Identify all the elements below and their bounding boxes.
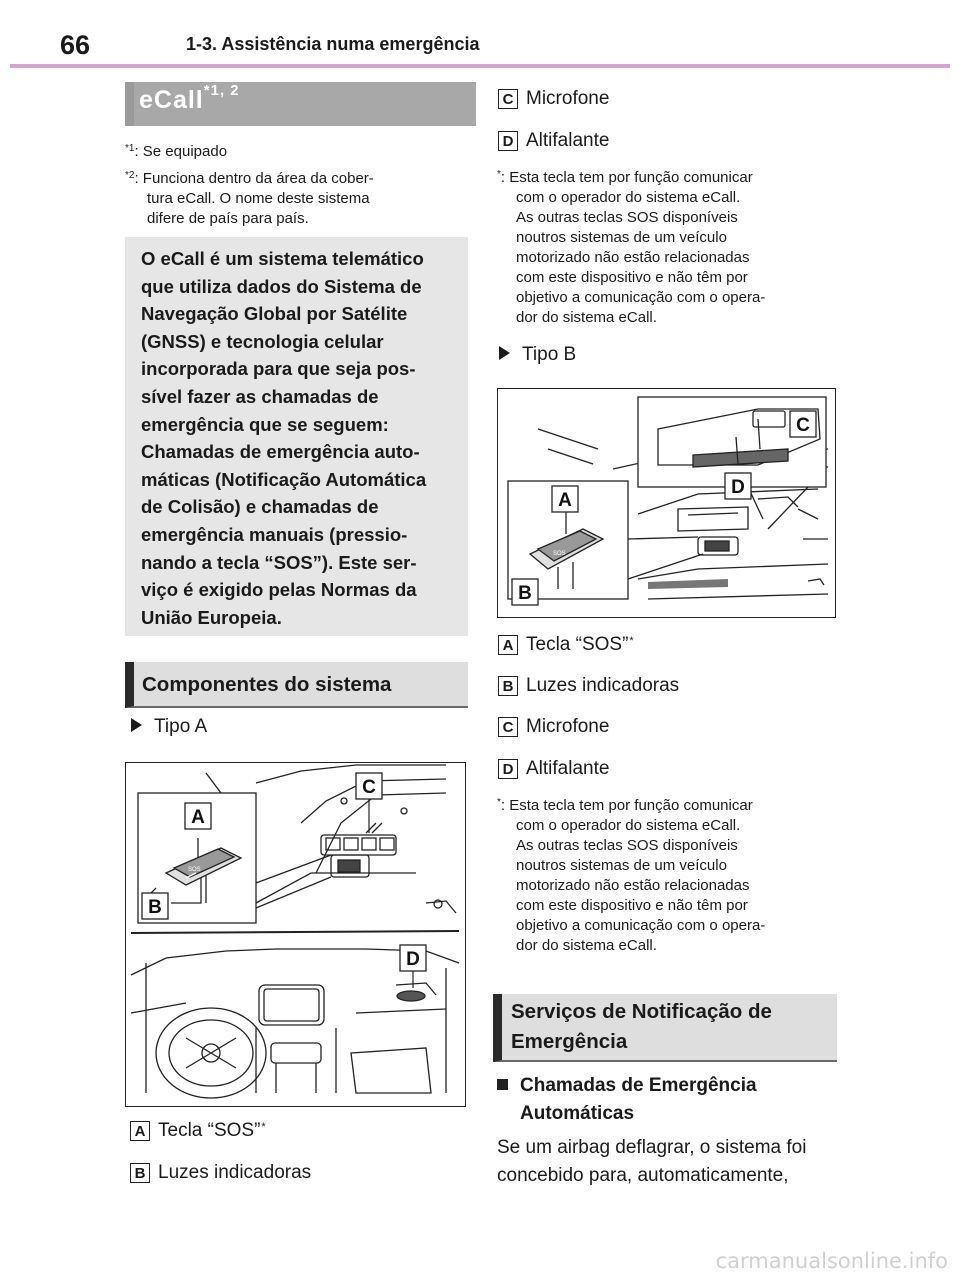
legend-letter: B [130, 1163, 150, 1183]
note-line: dor do sistema eCall. [516, 937, 657, 954]
fig-a-label-c: C [362, 777, 376, 798]
note-line: objetivo a comunicação com o opera- [516, 289, 766, 306]
legend-text: Microfone [526, 716, 610, 737]
square-bullet-icon [497, 1079, 508, 1090]
notification-section-title [511, 997, 772, 1057]
note-line: noutros sistemas de um veículo [516, 229, 727, 246]
note-line: motorizado não estão relacionadas [516, 877, 750, 894]
legend-letter: D [498, 131, 518, 151]
legend-a-row [130, 1120, 266, 1142]
note-line: : Esta tecla tem por função comunicar [500, 797, 753, 814]
legend-text: Altifalante [526, 130, 610, 151]
legend-d-row [498, 130, 609, 152]
legend-text: Tecla “SOS” [158, 1120, 261, 1141]
legend-letter: A [498, 635, 518, 655]
legend-b-c-row [498, 716, 609, 738]
legend-letter: A [130, 1121, 150, 1141]
subhead-line: Automáticas [520, 1103, 635, 1124]
fig-a-label-b: B [148, 897, 162, 918]
ecall-title-text: eCall [139, 86, 204, 114]
intro-line: que utiliza dados do Sistema de [141, 275, 422, 297]
intro-line: viço é exigido pelas Normas da [141, 579, 417, 601]
legend-letter: B [498, 676, 518, 696]
note-line: : Esta tecla tem por função comunicar [500, 169, 753, 186]
note-line: com o operador do sistema eCall. [516, 189, 741, 206]
tipo-a-text: Tipo A [154, 716, 208, 737]
legend-text: Luzes indicadoras [526, 675, 680, 696]
auto-calls-heading [497, 1072, 757, 1128]
note-line: com o operador do sistema eCall. [516, 817, 741, 834]
footnote-2-line: difere de país para país. [147, 210, 309, 227]
intro-line: nando a tecla “SOS”). Este ser- [141, 551, 417, 573]
fig-a-label-d: D [406, 949, 420, 970]
fig-b-label-a: A [558, 490, 572, 511]
note-line: As outras teclas SOS disponíveis [516, 837, 738, 854]
note-line: com este dispositivo e não têm por [516, 269, 748, 286]
notification-title-line: Serviços de Notificação de [511, 1000, 772, 1023]
note-mark: * [497, 797, 501, 808]
fig-b-sos-text: SOS [553, 551, 566, 557]
sos-note-1 [497, 168, 842, 328]
legend-text: Microfone [526, 88, 610, 109]
intro-line: sível fazer as chamadas de [141, 385, 379, 407]
body-line: Se um airbag deflagrar, o sistema foi [497, 1137, 807, 1158]
intro-line: incorporada para que seja pos- [141, 358, 416, 380]
figure-type-a [125, 762, 466, 1107]
legend-text: Luzes indicadoras [158, 1162, 312, 1183]
legend-letter: C [498, 89, 518, 109]
intro-line: Navegação Global por Satélite [141, 303, 408, 325]
figure-type-b [497, 388, 836, 618]
sos-note-2 [497, 796, 842, 956]
footnote-1-mark: *1 [125, 143, 135, 154]
footnote-2-mark: *2 [125, 170, 135, 181]
intro-line: O eCall é um sistema telemático [141, 248, 424, 269]
legend-letter: C [498, 717, 518, 737]
legend-text: Altifalante [526, 758, 610, 779]
intro-line: máticas (Notificação Automática [141, 468, 427, 490]
components-section-title: Componentes do sistema [142, 673, 392, 696]
notification-title-line: Emergência [511, 1030, 628, 1053]
tipo-b-text: Tipo B [522, 344, 577, 365]
watermark: carmanualsonline.info [715, 1249, 948, 1273]
note-mark: * [497, 169, 501, 180]
fig-b-label-d: D [731, 477, 745, 498]
legend-b-d-row [498, 758, 609, 780]
ecall-title [139, 82, 240, 115]
header-divider [10, 64, 950, 68]
tipo-b-label [499, 344, 576, 366]
legend-text: Tecla “SOS” [526, 634, 629, 655]
intro-line: emergência que se seguem: [141, 413, 389, 435]
legend-b-a-row [498, 634, 634, 656]
fig-b-label-c: C [796, 415, 810, 436]
intro-line: emergência manuais (pressio- [141, 523, 408, 545]
note-line: motorizado não estão relacionadas [516, 249, 750, 266]
body-line: concebido para, automaticamente, [497, 1165, 789, 1186]
legend-c-row [498, 88, 609, 110]
note-line: As outras teclas SOS disponíveis [516, 209, 738, 226]
legend-footnote-mark: * [629, 635, 634, 647]
note-line: noutros sistemas de um veículo [516, 857, 727, 874]
legend-footnote-mark: * [261, 1121, 266, 1133]
intro-line: União Europeia. [141, 606, 282, 628]
chapter-title: 1-3. Assistência numa emergência [186, 34, 480, 54]
intro-box [125, 237, 468, 636]
footnote-2-line: : Funciona dentro da área da cober- [134, 170, 374, 187]
note-line: com este dispositivo e não têm por [516, 897, 748, 914]
body-paragraph [497, 1134, 806, 1190]
footnote-2-line: tura eCall. O nome deste sistema [147, 190, 370, 207]
fig-b-label-b: B [518, 583, 532, 604]
intro-line: de Colisão) e chamadas de [141, 496, 379, 518]
ecall-title-superscript: *1, 2 [203, 82, 240, 99]
legend-b-b-row [498, 675, 679, 697]
page-number: 66 [60, 30, 91, 60]
footnote-2 [125, 169, 470, 229]
intro-line: Chamadas de emergência auto- [141, 441, 420, 463]
footnote-1 [125, 142, 227, 162]
tipo-a-label [131, 716, 207, 738]
figure-type-a-illustration [126, 763, 464, 1105]
note-line: dor do sistema eCall. [516, 309, 657, 326]
fig-a-sos-text: SOS [188, 867, 201, 873]
triangle-bullet-icon [499, 346, 510, 360]
intro-line: (GNSS) e tecnologia celular [141, 330, 384, 352]
legend-letter: D [498, 759, 518, 779]
fig-a-label-a: A [191, 807, 205, 828]
figure-type-b-illustration [498, 389, 834, 616]
note-line: objetivo a comunicação com o opera- [516, 917, 766, 934]
footnote-1-text: : Se equipado [134, 143, 228, 160]
subhead-line: Chamadas de Emergência [520, 1075, 757, 1096]
triangle-bullet-icon [131, 718, 142, 732]
legend-b-row [130, 1162, 311, 1184]
